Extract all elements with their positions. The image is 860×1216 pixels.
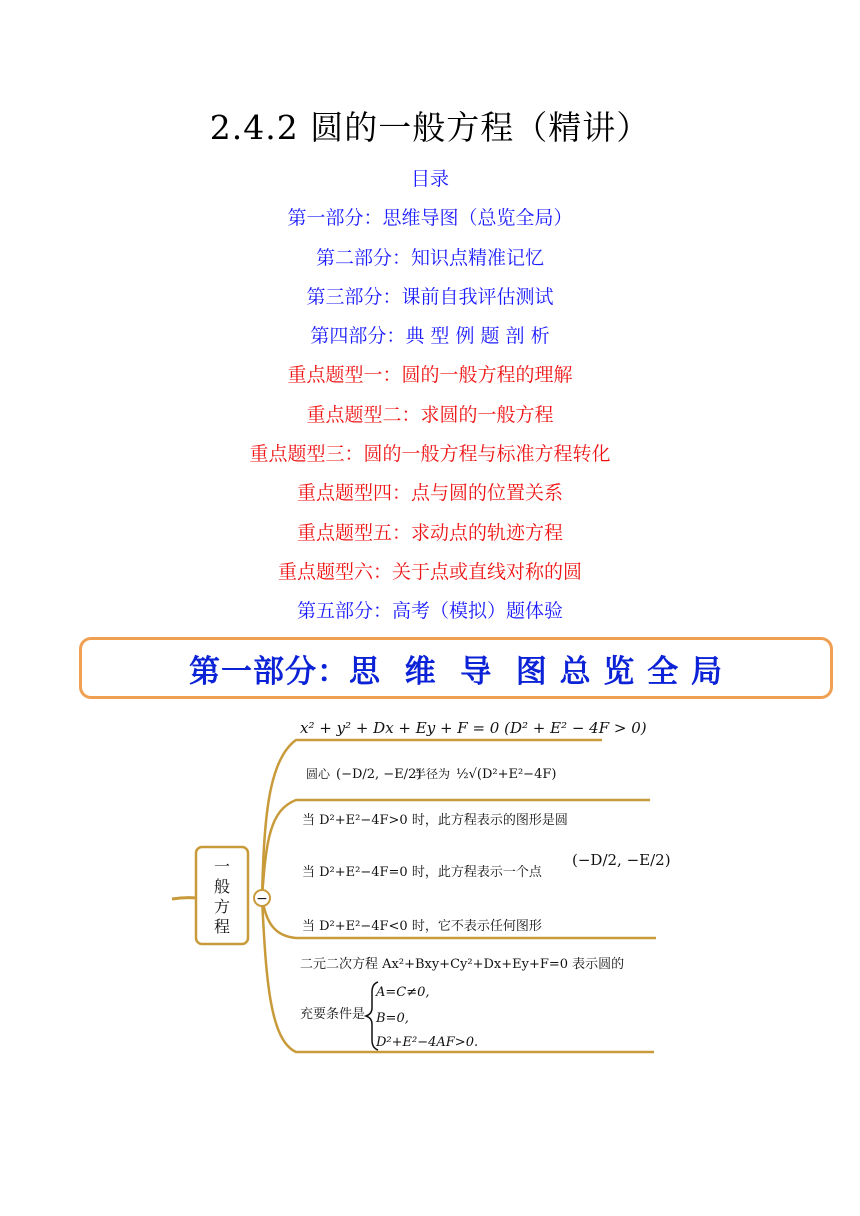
case-none: 当 D²+E²−4F<0 时，它不表示任何图形 [302,919,542,934]
toc-item-part-4[interactable]: 第四部分：典 型 例 题 剖 析 [310,325,550,348]
collapse-icon[interactable]: − [256,891,268,907]
toc-item-part-5[interactable]: 第五部分：高考（模拟）题体验 [296,600,563,623]
toc-item-type-6[interactable]: 重点题型六：关于点或直线对称的圆 [277,560,582,583]
toc-item-part-1[interactable]: 第一部分：思维导图（总览全局） [287,207,573,230]
toc-item-part-3[interactable]: 第三部分：课前自我评估测试 [306,285,554,308]
radius-label: 半径为 [414,767,451,781]
condition-2: B=0, [376,1011,409,1026]
root-stub-line [172,898,196,899]
toc-item-type-4[interactable]: 重点题型四：点与圆的位置关系 [296,482,563,505]
toc-item-type-3[interactable]: 重点题型三：圆的一般方程与标准方程转化 [249,443,611,466]
condition-1: A=C≠0, [376,985,430,1000]
case-point: 当 D²+E²−4F=0 时，此方程表示一个点 [302,865,542,880]
toc-item-type-2[interactable]: 重点题型二：求圆的一般方程 [306,403,554,426]
root-char-4: 程 [213,917,231,936]
section-banner [79,637,833,699]
section-banner-label: 第一部分：思 维 导 图 总 览 全 局 [189,653,723,690]
equation-text: x² + y² + Dx + Ey + F = 0 (D² + E² − 4F > 0) [300,719,647,737]
condition-3: D²+E²−4AF>0. [376,1035,479,1050]
root-char-3: 方 [213,897,231,916]
mind-map [0,700,860,1100]
case-circle: 当 D²+E²−4F>0 时，此方程表示的图形是圆 [302,813,568,828]
center-label: 圆心 [306,767,331,781]
center-value: (−D/2, −E/2) [336,767,422,782]
condition-label: 充要条件是 [300,1007,366,1022]
toc-item-part-2[interactable]: 第二部分：知识点精准记忆 [315,246,544,269]
toc-item-type-5[interactable]: 重点题型五：求动点的轨迹方程 [296,521,563,544]
root-char-2: 般 [213,877,231,896]
table-of-contents [0,160,860,632]
page-title: 2.4.2 圆的一般方程（精讲） [209,108,651,147]
root-char-1: 一 [213,857,231,876]
toc-heading: 目录 [410,168,449,190]
general-equation: 二元二次方程 Ax²+Bxy+Cy²+Dx+Ey+F=0 表示圆的 [300,957,625,972]
toc-item-type-1[interactable]: 重点题型一：圆的一般方程的理解 [287,364,573,387]
radius-value: ½√(D²+E²−4F) [456,767,557,782]
case-point-value: (−D/2, −E/2) [572,851,671,869]
